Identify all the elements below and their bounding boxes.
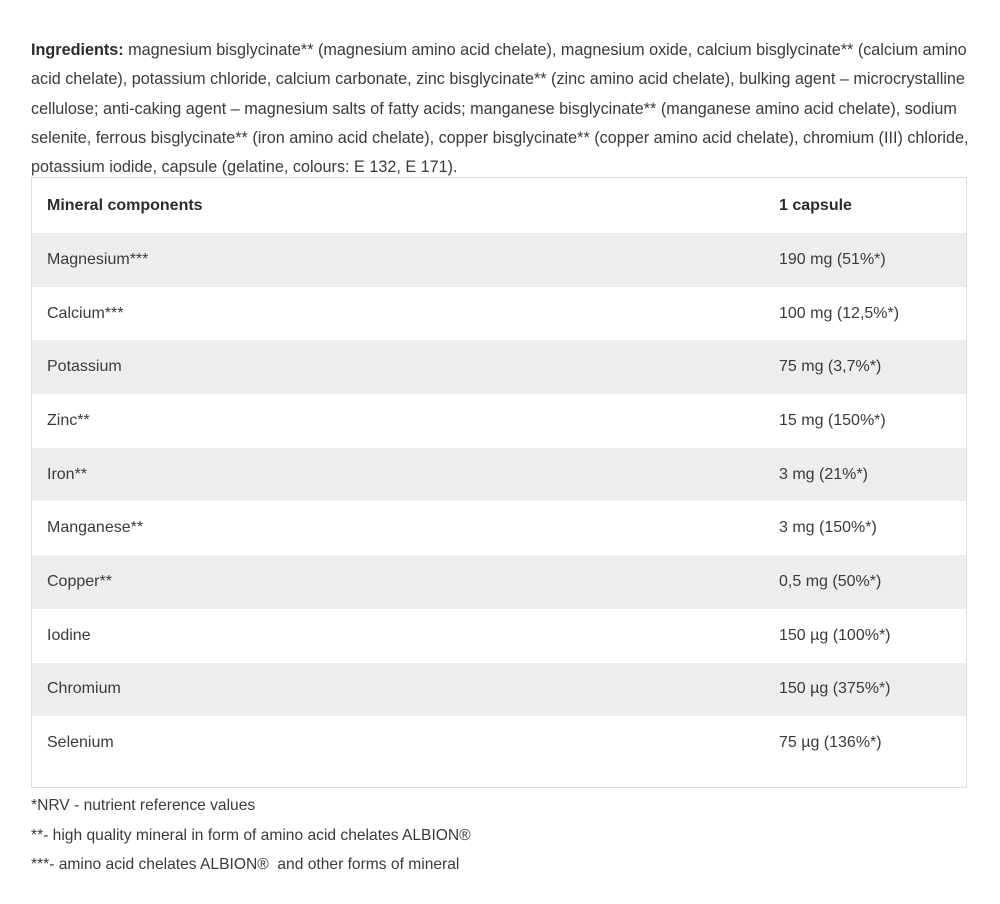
table-row xyxy=(32,287,966,341)
mineral-name: Chromium xyxy=(32,663,764,717)
table-row xyxy=(32,716,966,770)
table-row xyxy=(32,233,966,287)
mineral-amount: 0,5 mg (50%*) xyxy=(764,555,966,609)
mineral-amount: 190 mg (51%*) xyxy=(764,233,966,287)
table-header-row xyxy=(32,178,966,233)
table-row xyxy=(32,609,966,663)
mineral-amount: 150 µg (375%*) xyxy=(764,663,966,717)
table-row xyxy=(32,501,966,555)
header-mineral-components: Mineral components xyxy=(47,196,203,214)
mineral-name: Copper** xyxy=(32,555,764,609)
mineral-amount: 75 µg (136%*) xyxy=(764,716,966,770)
mineral-amount: 150 µg (100%*) xyxy=(764,609,966,663)
table-row xyxy=(32,340,966,394)
mineral-name: Calcium*** xyxy=(32,287,764,341)
footnote-nrv: *NRV - nutrient reference values xyxy=(31,797,256,814)
table-row xyxy=(32,394,966,448)
footnotes xyxy=(31,791,471,880)
mineral-amount: 100 mg (12,5%*) xyxy=(764,287,966,341)
mineral-amount: 3 mg (21%*) xyxy=(764,448,966,502)
mineral-name: Selenium xyxy=(32,716,764,770)
footnote-albion-chelates: **- high quality mineral in form of amino acid chelates ALBION® xyxy=(31,826,471,844)
table-row xyxy=(32,555,966,609)
mineral-name: Magnesium*** xyxy=(32,233,764,287)
mineral-amount: 3 mg (150%*) xyxy=(764,501,966,555)
table-row xyxy=(32,448,966,502)
table-row xyxy=(32,663,966,717)
ingredients-label: Ingredients: xyxy=(31,41,124,60)
footnote-albion-other-forms: ***- amino acid chelates ALBION® and other forms of mineral xyxy=(31,856,460,873)
header-per-capsule: 1 capsule xyxy=(779,196,852,214)
mineral-name: Zinc** xyxy=(32,394,764,448)
mineral-name: Potassium xyxy=(32,340,764,394)
ingredients-text: magnesium bisglycinate** (magnesium amino acid chelate), magnesium oxide, calcium bisglycinate** (calcium amino acid chelate), potassium chloride, calcium carbonate, zinc bisglycinate** (zinc amino acid chelate), bulking agent – microcrystalline cellulose; anti-caking agent – magnesium salts of fatty acids; manganese bisglycinate** (manganese amino acid chelate), sodium selenite, ferrous bisglycinate** (iron amino acid chelate), copper bisglycinate** (copper amino acid chelate), chromium (III) chloride, potassium iodide, capsule (gelatine, colours: E 132, E 171). xyxy=(31,41,969,177)
mineral-amount: 75 mg (3,7%*) xyxy=(764,340,966,394)
mineral-name: Iodine xyxy=(32,609,764,663)
mineral-table-container xyxy=(31,177,967,788)
ingredients-paragraph xyxy=(31,36,969,182)
mineral-name: Manganese** xyxy=(32,501,764,555)
mineral-table xyxy=(32,178,966,770)
mineral-amount: 15 mg (150%*) xyxy=(764,394,966,448)
mineral-name: Iron** xyxy=(32,448,764,502)
